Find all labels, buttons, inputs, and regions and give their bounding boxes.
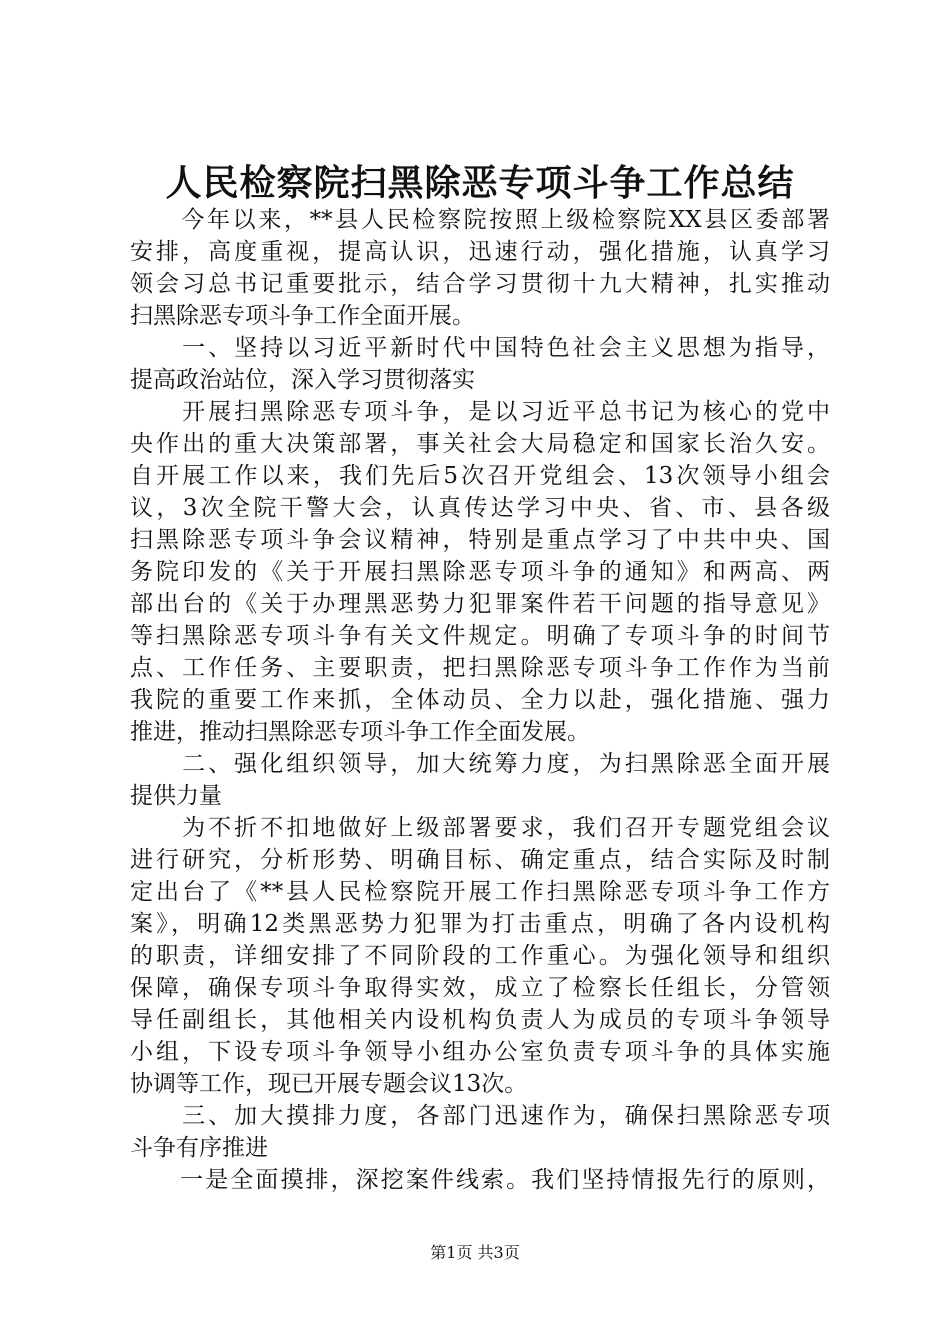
- text-line: 扫黑除恶专项斗争工作全面开展。: [130, 303, 475, 329]
- text-line: 斗争有序推进: [130, 1135, 268, 1161]
- text-line: 安排，高度重视，提高认识，迅速行动，强化措施，认真学习: [130, 239, 830, 265]
- text-line: 案》，明确12类黑恶势力犯罪为打击重点，明确了各内设机构: [130, 911, 830, 937]
- text-line: 为不折不扣地做好上级部署要求，我们召开专题党组会议: [130, 815, 830, 841]
- text-line: 扫黑除恶专项斗争会议精神，特别是重点学习了中共中央、国: [130, 527, 830, 553]
- text-line: 提供力量: [130, 783, 222, 809]
- text-line: 领会习总书记重要批示，结合学习贯彻十九大精神，扎实推动: [130, 271, 830, 297]
- text-line: 自开展工作以来，我们先后5次召开党组会、13次领导小组会: [130, 463, 830, 489]
- text-line: 央作出的重大决策部署，事关社会大局稳定和国家长治久安。: [130, 431, 830, 457]
- page-footer: 第1页 共3页: [430, 1243, 520, 1262]
- text-line: 一是全面摸排，深挖案件线索。我们坚持情报先行的原则，: [130, 1167, 830, 1193]
- text-line: 进行研究，分析形势、明确目标、确定重点，结合实际及时制: [130, 847, 830, 873]
- text-line: 三、加大摸排力度，各部门迅速作为，确保扫黑除恶专项: [130, 1103, 830, 1129]
- text-line: 务院印发的《关于开展扫黑除恶专项斗争的通知》和两高、两: [130, 559, 830, 585]
- text-line: 我院的重要工作来抓，全体动员、全力以赴，强化措施、强力: [130, 687, 830, 713]
- text-line: 议，3次全院干警大会，认真传达学习中央、省、市、县各级: [130, 495, 830, 521]
- text-line: 提高政治站位，深入学习贯彻落实: [130, 367, 475, 393]
- text-line: 协调等工作，现已开展专题会议13次。: [130, 1071, 528, 1097]
- page-title: 人民检察院扫黑除恶专项斗争工作总结: [165, 162, 795, 204]
- text-line: 一、坚持以习近平新时代中国特色社会主义思想为指导，: [130, 335, 830, 361]
- body-text: [130, 204, 830, 1196]
- text-line: 等扫黑除恶专项斗争有关文件规定。明确了专项斗争的时间节: [130, 623, 830, 649]
- text-line: 的职责，详细安排了不同阶段的工作重心。为强化领导和组织: [130, 943, 830, 969]
- text-line: 导任副组长，其他相关内设机构负责人为成员的专项斗争领导: [130, 1007, 830, 1033]
- text-line: 小组，下设专项斗争领导小组办公室负责专项斗争的具体实施: [130, 1039, 830, 1065]
- text-line: 点、工作任务、主要职责，把扫黑除恶专项斗争工作作为当前: [130, 655, 830, 681]
- text-line: 部出台的《关于办理黑恶势力犯罪案件若干问题的指导意见》: [130, 591, 830, 617]
- text-line: 二、强化组织领导，加大统筹力度，为扫黑除恶全面开展: [130, 751, 830, 777]
- text-line: 定出台了《**县人民检察院开展工作扫黑除恶专项斗争工作方: [130, 879, 830, 905]
- text-line: 保障，确保专项斗争取得实效，成立了检察长任组长，分管领: [130, 975, 830, 1001]
- text-line: 今年以来，**县人民检察院按照上级检察院XX县区委部署: [130, 207, 830, 233]
- text-line: 开展扫黑除恶专项斗争，是以习近平总书记为核心的党中: [130, 399, 830, 425]
- text-line: 推进，推动扫黑除恶专项斗争工作全面发展。: [130, 719, 590, 745]
